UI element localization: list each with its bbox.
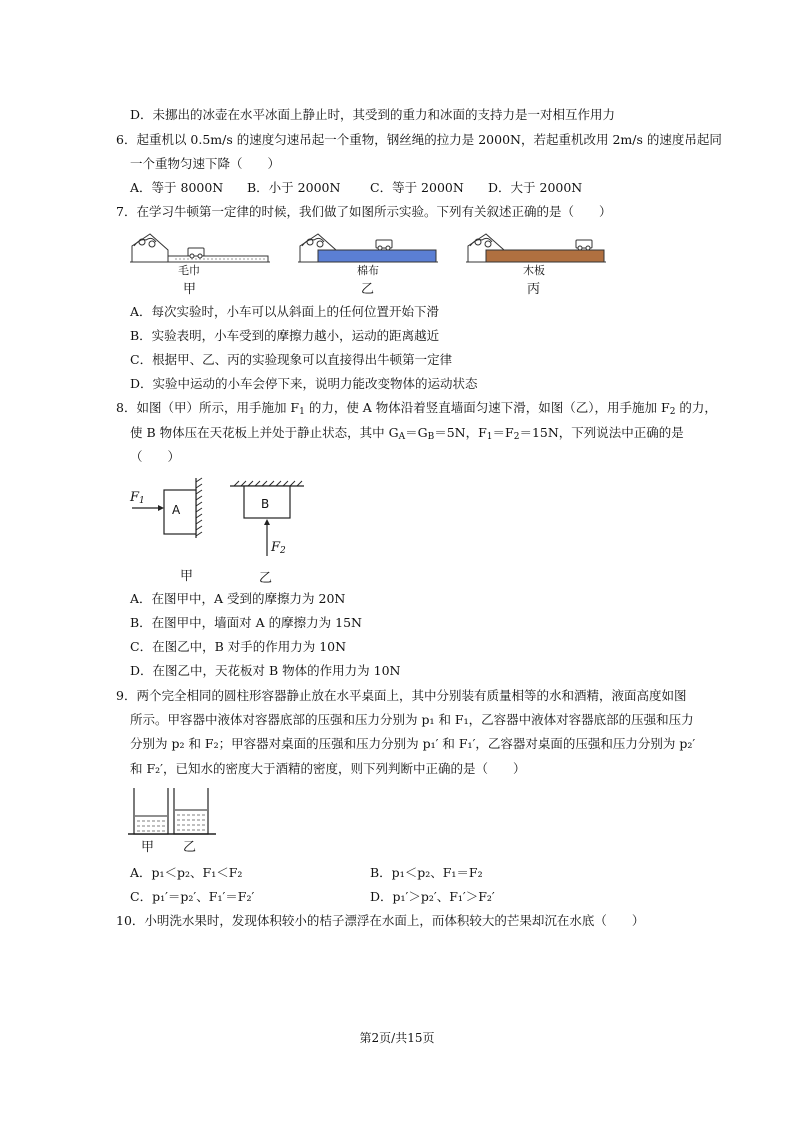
q7-surface-label-cotton: 棉布 <box>357 264 379 277</box>
q7-label-yi: 乙 <box>361 282 375 297</box>
q6-option-c: C．等于 2000N <box>370 180 464 195</box>
q9-label-yi: 乙 <box>183 840 197 855</box>
q8-option-b: B．在图甲中，墙面对 A 的摩擦力为 15N <box>130 615 362 630</box>
q9-stem-line4: 和 F₂′，已知水的密度大于酒精的密度，则下列判断中正确的是（ ） <box>130 761 526 776</box>
q7-surface-label-towel: 毛巾 <box>178 264 200 277</box>
q8-force1-label: $F_1$ <box>130 490 145 506</box>
q7-option-b: B．实验表明，小车受到的摩擦力越小，运动的距离越近 <box>130 328 440 343</box>
q7-label-bing: 丙 <box>527 282 541 297</box>
q8-option-d: D．在图乙中，天花板对 B 物体的作用力为 10N <box>130 663 401 678</box>
q8-label-yi: 乙 <box>259 571 273 586</box>
q9-option-d: D．p₁′＞p₂′、F₁′＞F₂′ <box>370 889 495 904</box>
q8-block-a-label: A <box>172 503 181 517</box>
q7-setup-cotton <box>298 234 438 262</box>
q9-figure <box>128 786 218 842</box>
q8-label-jia: 甲 <box>180 569 194 584</box>
q9-stem-line1: 9．两个完全相同的圆柱形容器静止放在水平桌面上，其中分别装有质量相等的水和酒精，液面高度如图 <box>116 688 687 703</box>
q6-stem-line1: 6．起重机以 0.5m/s 的速度匀速吊起一个重物，钢丝绳的拉力是 2000N，若起重机改用 2m/s 的速度吊起同 <box>116 132 722 147</box>
q6-stem-line2: 一个重物匀速下降（ ） <box>130 156 281 171</box>
q8-stem-line3: （ ） <box>130 449 181 464</box>
q8-option-c: C．在图乙中，B 对手的作用力为 10N <box>130 639 347 654</box>
q8-stem-line1: 8．如图（甲）所示，用手施加 $F_1$ 的力，使 A 物体沿着竖直墙面匀速下滑，如图（乙），用手施加 $F_2$ 的力， <box>116 400 717 417</box>
q8-figure-jia <box>132 478 202 538</box>
q7-setup-towel <box>130 234 270 262</box>
q7-figure <box>130 226 630 298</box>
q9-option-b: B．p₁＜p₂、F₁＝F₂ <box>370 865 483 880</box>
q9-option-c: C．p₁′＝p₂′、F₁′＝F₂′ <box>130 889 255 904</box>
q6-option-b: B．小于 2000N <box>247 180 341 195</box>
q5-option-d: D．未挪出的冰壶在水平冰面上静止时，其受到的重力和冰面的支持力是一对相互作用力 <box>130 107 616 122</box>
q9-stem-line3: 分别为 p₂ 和 F₂；甲容器对桌面的压强和压力分别为 p₁′ 和 F₁′，乙容器对桌面的压强和压力分别为 p₂′ <box>130 736 696 751</box>
q9-label-jia: 甲 <box>141 840 155 855</box>
q7-surface-label-wood: 木板 <box>523 264 545 277</box>
q6-options <box>130 179 730 197</box>
cotton-surface <box>318 250 436 262</box>
q6-option-d: D．大于 2000N <box>488 180 583 195</box>
q8-block-b-label: B <box>261 497 270 511</box>
q7-option-c: C．根据甲、乙、丙的实验现象可以直接得出牛顿第一定律 <box>130 352 453 367</box>
q8-stem-line2: 使 B 物体压在天花板上并处于静止状态，其中 $G_A=G_B=5N$，$F_1=F_2=15N$，下列说法中正确的是 <box>130 425 684 442</box>
q8-option-a: A．在图甲中，A 受到的摩擦力为 20N <box>130 591 346 606</box>
q8-force2-label: $F_2$ <box>271 540 286 556</box>
q9-option-a: A．p₁＜p₂、F₁＜F₂ <box>130 865 243 880</box>
q9-options-row1 <box>130 864 690 882</box>
q8-figure <box>126 478 326 588</box>
q10-stem: 10．小明洗水果时，发现体积较小的桔子漂浮在水面上，而体积较大的芒果却沉在水底（ ） <box>116 913 645 928</box>
q8-figure-yi <box>230 481 304 556</box>
q6-option-a: A．等于 8000N <box>130 180 224 195</box>
q7-stem: 7．在学习牛顿第一定律的时候，我们做了如图所示实验。下列有关叙述正确的是（ ） <box>116 204 612 219</box>
q7-setup-wood <box>466 234 606 262</box>
q9-container-jia <box>134 788 168 834</box>
wood-surface <box>486 250 604 262</box>
q9-container-yi <box>174 788 208 834</box>
page-footer: 第2页/共15页 <box>359 1031 435 1045</box>
q9-options-row2 <box>130 888 690 906</box>
q9-stem-line2: 所示。甲容器中液体对容器底部的压强和压力分别为 p₁ 和 F₁，乙容器中液体对容器底部的压强和压力 <box>130 712 694 727</box>
q7-label-jia: 甲 <box>183 282 197 297</box>
q7-option-a: A．每次实验时，小车可以从斜面上的任何位置开始下滑 <box>130 304 440 319</box>
q7-option-d: D．实验中运动的小车会停下来，说明力能改变物体的运动状态 <box>130 376 478 391</box>
